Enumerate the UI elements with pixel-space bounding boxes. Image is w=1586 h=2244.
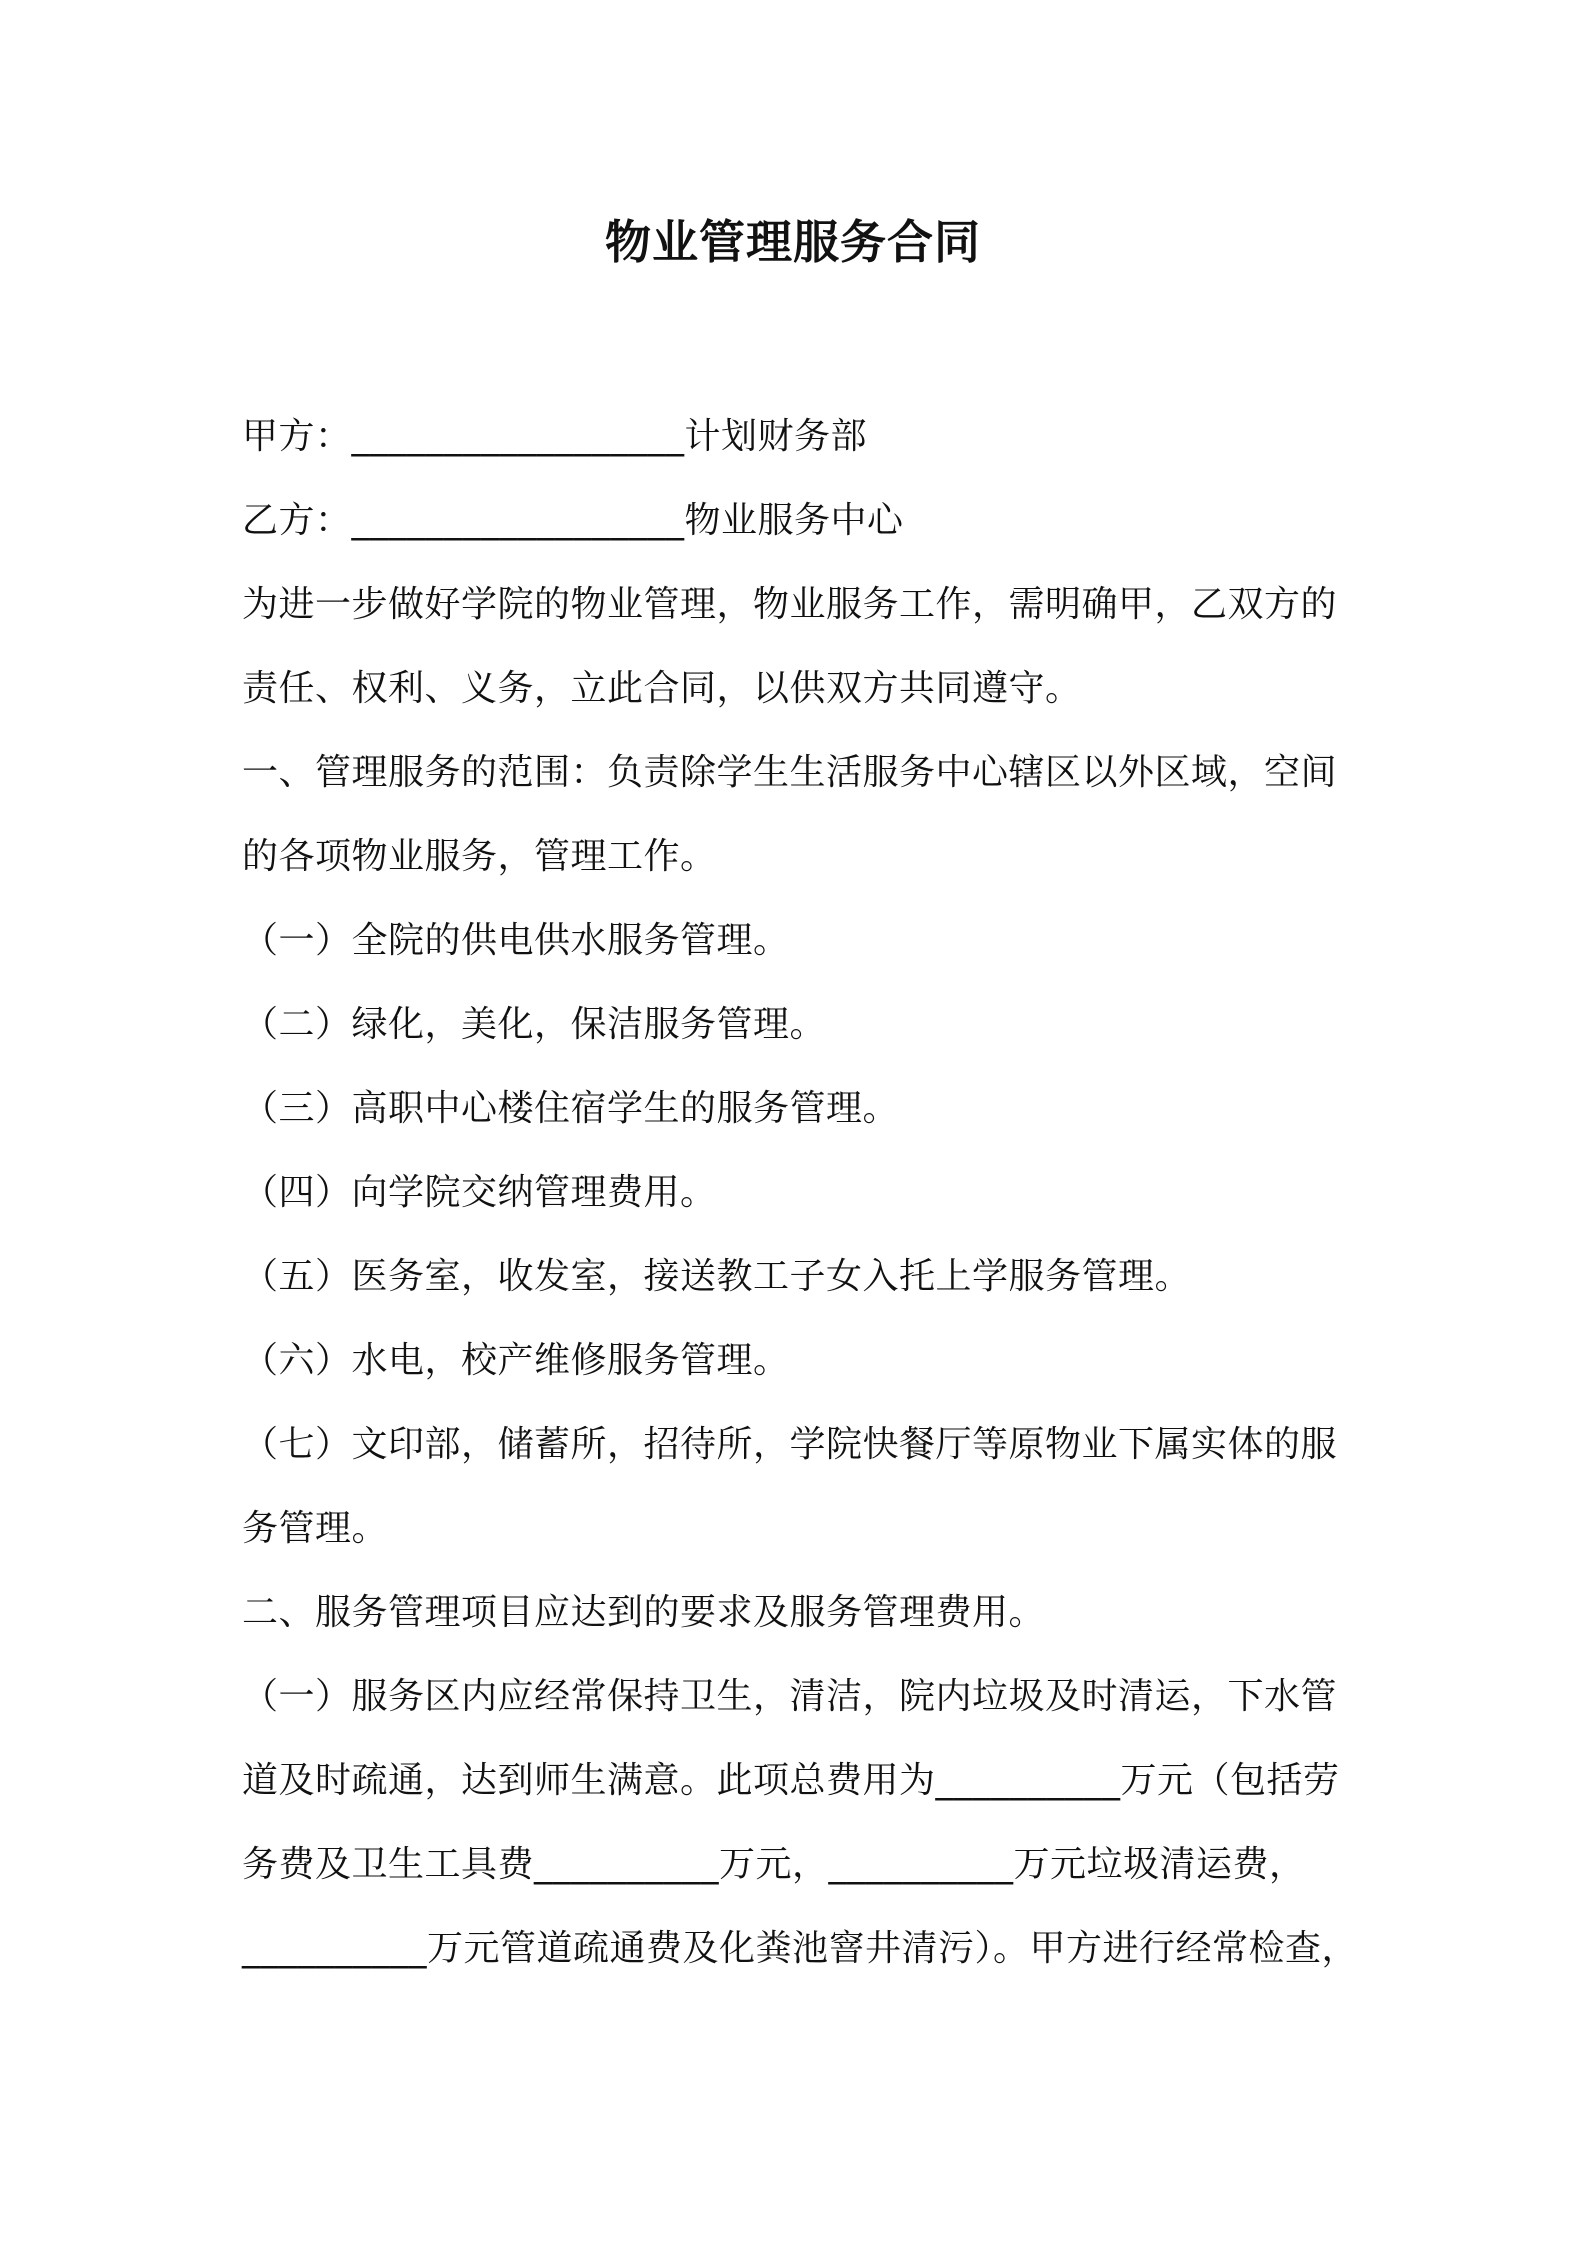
section-heading-line: 一、管理服务的范围：负责除学生生活服务中心辖区以外区域，空间	[242, 752, 1338, 793]
paragraph-line: __________万元管道疏通费及化粪池窨井清污）。甲方进行经常检查，	[242, 1928, 1359, 1969]
list-item: （五）医务室，收发室，接送教工子女入托上学服务管理。	[242, 1256, 1192, 1297]
document-title: 物业管理服务合同	[605, 215, 981, 269]
list-item: （四）向学院交纳管理费用。	[242, 1172, 717, 1213]
party-b-line: 乙方：__________________物业服务中心	[242, 500, 904, 541]
party-a-line: 甲方：__________________计划财务部	[242, 416, 868, 457]
list-item: （七）文印部，储蓄所，招待所，学院快餐厅等原物业下属实体的服	[242, 1424, 1338, 1465]
paragraph-line: 务费及卫生工具费__________万元，__________万元垃圾清运费，	[242, 1844, 1306, 1885]
list-item: （六）水电，校产维修服务管理。	[242, 1340, 790, 1381]
list-item: （三）高职中心楼住宿学生的服务管理。	[242, 1088, 900, 1129]
paragraph-line: 责任、权利、义务，立此合同，以供双方共同遵守。	[242, 668, 1082, 709]
list-item: （一）全院的供电供水服务管理。	[242, 920, 790, 961]
list-item-continuation: 务管理。	[242, 1508, 389, 1549]
paragraph-line: 的各项物业服务，管理工作。	[242, 836, 717, 877]
paragraph-line: （一）服务区内应经常保持卫生，清洁，院内垃圾及时清运，下水管	[242, 1676, 1338, 1717]
list-item: （二）绿化，美化，保洁服务管理。	[242, 1004, 827, 1045]
paragraph-line: 道及时疏通，达到师生满意。此项总费用为__________万元（包括劳	[242, 1760, 1340, 1801]
paragraph-line: 为进一步做好学院的物业管理，物业服务工作，需明确甲，乙双方的	[242, 584, 1338, 625]
section-heading-line: 二、服务管理项目应达到的要求及服务管理费用。	[242, 1592, 1046, 1633]
